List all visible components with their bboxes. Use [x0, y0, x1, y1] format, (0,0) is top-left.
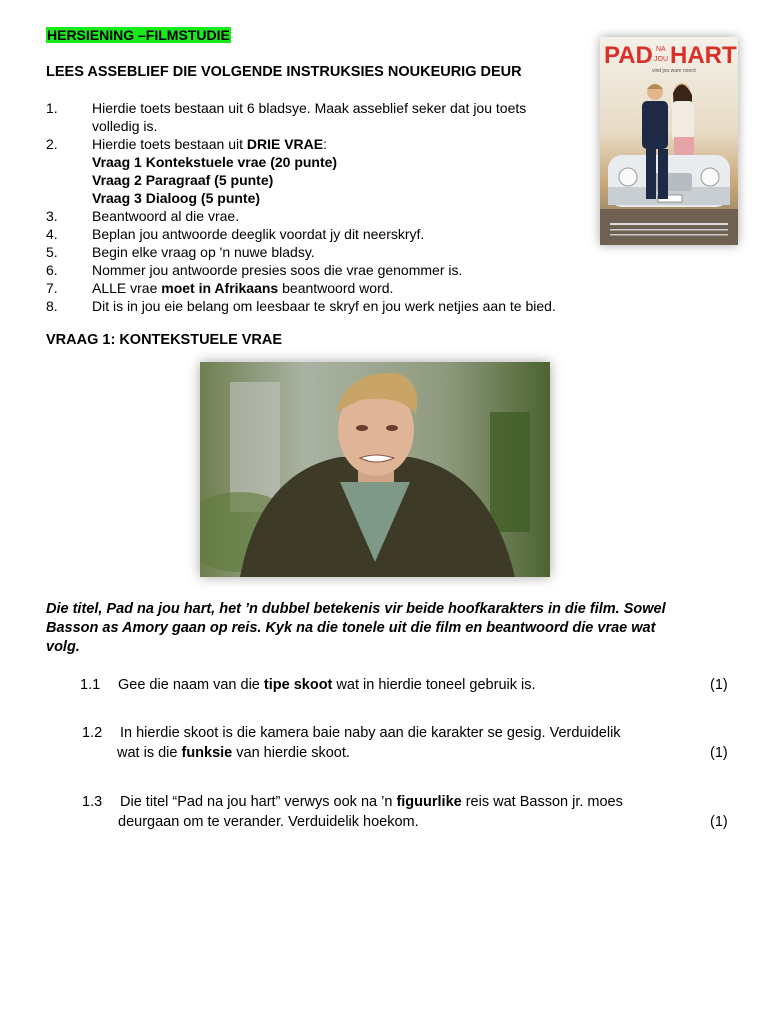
question-text	[120, 792, 680, 812]
list-text: beantwoord word.	[278, 280, 394, 296]
instructions-list	[46, 99, 606, 319]
list-text: :	[323, 136, 327, 152]
poster-title-na: NA	[656, 46, 666, 53]
page-title	[46, 27, 231, 45]
list-number: 3.	[46, 208, 58, 224]
list-text: ALLE vrae	[92, 280, 162, 296]
list-subitem	[92, 171, 273, 189]
list-text: Beantwoord al die vrae.	[92, 208, 240, 224]
list-text: Hierdie toets bestaan uit 6 bladsye. Maak asseblief seker dat jou toets	[92, 100, 527, 116]
list-item	[46, 207, 606, 225]
intro-line: Die titel, Pad na jou hart, het ’n dubbel betekenis vir beide hoofkarakters in die film. Sowel	[46, 601, 666, 617]
poster-title-hart: HART	[670, 42, 737, 69]
question-mark: (1)	[710, 814, 728, 830]
question-number: 1.2	[82, 725, 103, 741]
list-text: Beplan jou antwoorde deeglik voordat jy dit neerskryf.	[92, 226, 425, 242]
list-text: Begin elke vraag op 'n nuwe bladsy.	[92, 244, 315, 260]
instructions-heading: LEES ASSEBLIEF DIE VOLGENDE INSTRUKSIES NOUKEURIG DEUR	[46, 64, 522, 80]
list-text: volledig is.	[92, 118, 158, 134]
question-text	[117, 743, 677, 763]
list-number: 8.	[46, 298, 58, 314]
movie-poster	[600, 37, 738, 245]
page-title-text: HERSIENING –FILMSTUDIE	[47, 27, 230, 43]
question-text-part: reis wat Basson jr. moes	[461, 794, 623, 810]
question-number: 1.1	[80, 677, 101, 693]
list-item	[46, 243, 606, 261]
list-number: 6.	[46, 262, 58, 278]
intro-paragraph	[46, 600, 726, 657]
question-text-part: Die titel “Pad na jou hart” verwys ook na ’n	[120, 794, 397, 810]
question-text-bold: funksie	[181, 745, 233, 761]
question-text	[118, 675, 678, 695]
list-item	[46, 225, 606, 243]
list-text: Nommer jou antwoorde presies soos die vrae genommer is.	[92, 262, 463, 278]
list-item	[46, 279, 606, 297]
question-text-part: wat is die	[117, 745, 182, 761]
question-mark: (1)	[710, 745, 728, 761]
question-1-1	[80, 675, 730, 695]
list-item	[46, 135, 606, 153]
section-heading: VRAAG 1: KONTEKSTUELE VRAE	[46, 332, 283, 348]
question-text: In hierdie skoot is die kamera baie naby aan die karakter se gesig. Verduidelik	[120, 725, 621, 741]
list-number: 4.	[46, 226, 58, 242]
film-still-image	[200, 362, 550, 577]
list-subitem-text: Vraag 2 Paragraaf (5 punte)	[92, 172, 274, 188]
list-text: Hierdie toets bestaan uit	[92, 136, 247, 152]
list-number: 7.	[46, 280, 58, 296]
list-text-bold: moet in Afrikaans	[161, 280, 279, 296]
question-text-part: Gee die naam van die	[118, 677, 264, 693]
film-still-photo	[200, 362, 550, 577]
list-subitem	[92, 189, 260, 207]
list-text-bold: DRIE VRAE	[246, 136, 324, 152]
list-item	[46, 99, 606, 135]
question-1-2	[82, 723, 730, 763]
question-mark: (1)	[710, 677, 728, 693]
list-number: 5.	[46, 244, 58, 260]
intro-line: Basson as Amory gaan op reis. Kyk na die tonele uit die film en beantwoord die vrae wat	[46, 620, 656, 636]
question-text-bold: tipe skoot	[263, 677, 333, 693]
list-subitem-text: Vraag 3 Dialoog (5 punte)	[92, 190, 261, 206]
intro-line: volg.	[46, 639, 80, 655]
poster-tagline: vind jou ware noord	[652, 68, 696, 74]
question-text: deurgaan om te verander. Verduidelik hoekom.	[118, 814, 419, 830]
question-1-3	[82, 792, 730, 832]
list-subitem	[92, 153, 337, 171]
list-number: 2.	[46, 136, 58, 152]
movie-poster-image	[600, 37, 738, 245]
list-text: Dit is in jou eie belang om leesbaar te skryf en jou werk netjies aan te bied.	[92, 298, 556, 314]
question-text-part: van hierdie skoot.	[232, 745, 350, 761]
question-number: 1.3	[82, 794, 103, 810]
list-subitem-text: Vraag 1 Kontekstuele vrae (20 punte)	[92, 154, 338, 170]
question-text-part: wat in hierdie toneel gebruik is.	[332, 677, 536, 693]
question-text-bold: figuurlike	[396, 794, 462, 810]
list-number: 1.	[46, 100, 58, 116]
poster-title-pad: PAD	[604, 42, 653, 69]
list-item	[46, 261, 606, 279]
poster-title-jou: JOU	[654, 56, 668, 63]
list-item	[46, 297, 626, 315]
